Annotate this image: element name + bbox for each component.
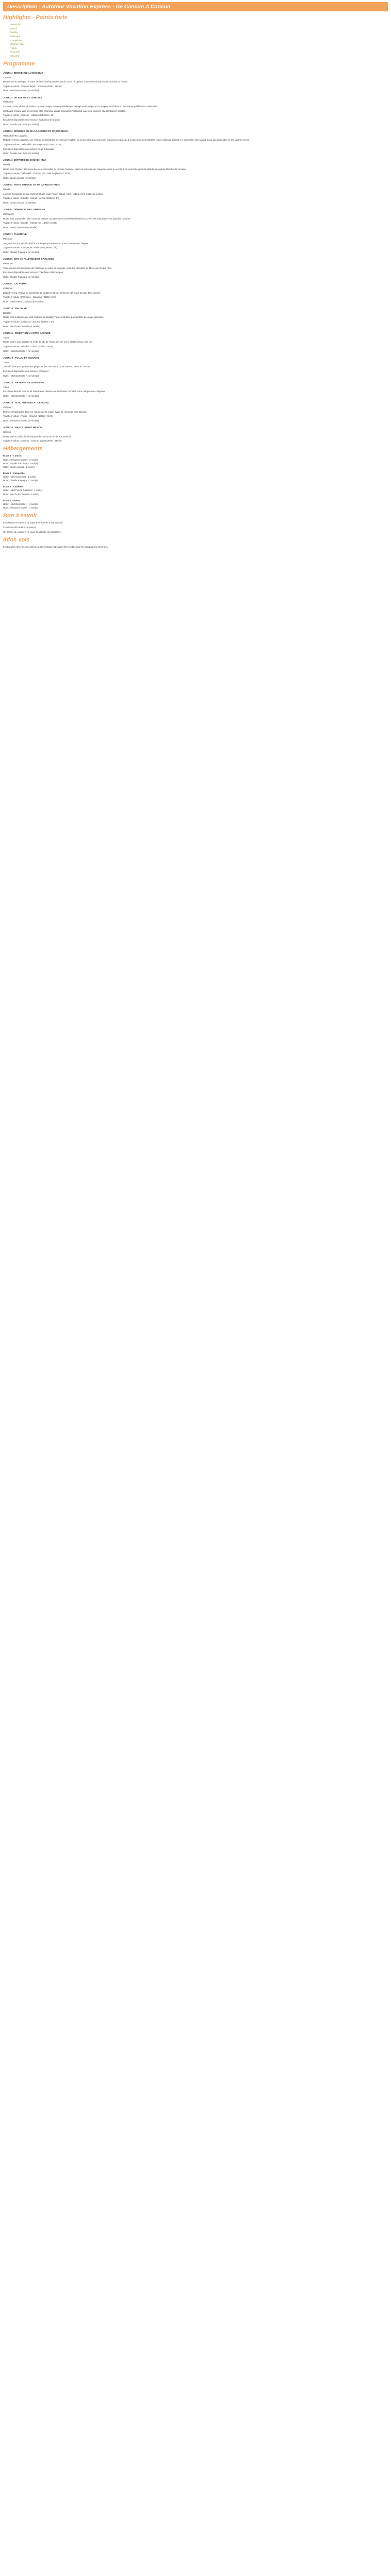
day-line: Hotel: Hotel Diamante K (or similar) xyxy=(3,374,39,377)
info-title: Infos vols xyxy=(3,536,30,543)
hotel-line: Hotel: Assistance Suites - 2 nuit(s) xyxy=(3,458,38,461)
hotel-option: Étape 3 - Calakmul xyxy=(3,485,24,488)
highlight-item: • Valladolid xyxy=(10,23,388,27)
day-line: Cancún xyxy=(3,405,11,409)
day-line: Excursion dans la réserve de Sian Ka'an, classée au patrimoine mondial, entre mangroves et lagunes. xyxy=(3,390,106,393)
day-title: JOUR 14 : ISTE, FORTUES ET CENOTES xyxy=(3,401,49,404)
day-title: JOUR 8 : SITE DE PALENQUE ET CASCADES xyxy=(3,258,55,261)
info-line: Les horaires des vols sont donnés à titre indicatif et peuvent être modifiés par les compagnies aériennes. xyxy=(3,545,109,548)
day-line: Mérida xyxy=(3,188,10,191)
day-line: Trajet en voiture : Mérida - Uxmal - Mérida (180km / 3h) xyxy=(3,197,59,200)
day-line: Hotel: Chablis Palenque (or similar) xyxy=(3,275,39,278)
day-block xyxy=(3,208,388,229)
goodtoknow-line: Conditions de location de voiture xyxy=(3,526,36,529)
hotels-list xyxy=(3,454,388,510)
day-line: Palenque xyxy=(3,262,13,265)
day-block xyxy=(3,257,388,279)
day-line: Tulum xyxy=(3,385,10,388)
day-line: Trajet en voiture : Tulum - Cancún (130km / 1h45) xyxy=(3,415,53,418)
day-title: JOUR 10 : BACALAR xyxy=(3,307,27,310)
day-line: Trajet en voiture : Cancun - Valladolid (160km / 2h) xyxy=(3,114,54,117)
day-line: Hotel: Hotel Puerta Calakmul (or similar) xyxy=(3,300,44,303)
day-title: JOUR 7 : PALENQUE xyxy=(3,233,27,236)
day-title: JOUR 15 : HASTA LUEGO MEXICO xyxy=(3,426,42,429)
goodtoknow-title: Bon à savoir xyxy=(3,513,38,519)
day-block xyxy=(3,71,388,93)
day-line: Trajet en voiture : Campeche - Palenque (360km / 5h) xyxy=(3,246,57,249)
day-block xyxy=(3,426,388,443)
day-line: Continuez ensuite vers les cenotes et le charmant village colonial de Valladolid, aux rues colorées et à l'ambiance paisible. xyxy=(3,109,126,112)
day-line: Hotel: Posada San Juan (or similar) xyxy=(3,152,39,155)
day-line: Départ vers Rio Lagartos, une réserve de biosphère au nord du Yucatán, où vous embarquez pour une excursion en bateau à la rencontre des flamants roses, pélicans, aigrettes et crocodiles. Découvrez aussi Las Coloradas et ses lagunes roses. xyxy=(3,139,250,142)
day-block xyxy=(3,401,388,422)
day-line: Trajet en voiture : Cancun airport - Cancun (20km / 25min) xyxy=(3,84,62,88)
day-line: Valladolid xyxy=(3,100,13,104)
day-line: Hotel: Chablis Palenque (or similar) xyxy=(3,250,39,253)
day-line: Visite du site archéologique de Palenque au cœur de la jungle, puis des cascades de Misol-Ha et Agua Azul. xyxy=(3,266,112,269)
hotel-block xyxy=(3,485,388,496)
programme-days xyxy=(3,71,388,443)
highlight-item: • Chichen Itza xyxy=(10,42,388,46)
hotel-option: Étape 2 - Campeche xyxy=(3,471,25,474)
day-title: JOUR 5 : VISITE D'UXMAL ET DE LA ROUTE PUUC xyxy=(3,183,60,187)
programme-title: Programme xyxy=(3,61,35,67)
highlight-item: • Cenotes xyxy=(10,54,388,58)
day-line: Hotel: Casa Lecanda (or similar) xyxy=(3,177,36,180)
day-block xyxy=(3,307,388,328)
day-title: JOUR 6 : DÉPART POUR CAMPECHE xyxy=(3,208,45,211)
day-line: Excursion disponible (non incluse) : Las Coloradas xyxy=(3,147,54,150)
day-title: JOUR 9 : CALAKMUL xyxy=(3,282,27,285)
day-line: Dernières baignades dans les cenotes de la région avant de remonter vers Cancún. xyxy=(3,410,87,413)
day-line: Palenque xyxy=(3,238,13,241)
day-line: Tulum xyxy=(3,361,10,364)
day-line: Hotel: Rancho Encantado (or similar) xyxy=(3,325,40,328)
day-line: Hotel: Assistance Suites (or similar) xyxy=(3,419,39,422)
day-title: JOUR 13 : RÉSERVE DE SIAN KAAN xyxy=(3,381,44,384)
hotel-line: Hotel: Hotel Diamante K - 3 nuit(s) xyxy=(3,502,38,505)
day-block xyxy=(3,232,388,254)
day-title: JOUR 1 : BIENVENUE AU MEXIQUE ! xyxy=(3,71,45,74)
hotel-line: Hotel: Chablis Palenque - 2 nuit(s) xyxy=(3,479,38,482)
hotel-line: Hotel: Hotel Puerta Calakmul - 1 nuit(s) xyxy=(3,489,43,492)
info-text xyxy=(3,545,388,549)
day-line: Route vers la lagune aux sept couleurs de Bacalar. Après-midi libre pour profiter des eaux turquoise. xyxy=(3,316,104,319)
highlight-item: • Uxmal xyxy=(10,27,388,31)
highlight-item: • Campeche xyxy=(10,39,388,43)
hotel-line: Hotel: Casa Lecanda - 2 nuit(s) xyxy=(3,465,35,468)
day-line: Journée libre pour profiter des plages et des cenotes ou pour une excursion à Cozumel. xyxy=(3,365,91,368)
day-title: JOUR 12 : TULUM ET COZUMEL xyxy=(3,356,40,359)
highlight-item: • Merida xyxy=(10,30,388,35)
day-block xyxy=(3,331,388,353)
page-banner: Description - Autotour Vacation Express - De Cancun A Cancun xyxy=(3,2,388,11)
day-block xyxy=(3,282,388,303)
day-line: Journée consacrée au site d'Uxmal et à la route Puuc : Kabah, Sayil, Labna et les grottes de Loltun. xyxy=(3,192,103,195)
day-line: Calakmul xyxy=(3,286,13,290)
day-line: Valladolid / Rio Lagartos xyxy=(3,134,28,137)
day-line: Trajet en voiture : Valladolid - Rio Lagartos (110km / 1h30) xyxy=(3,143,62,146)
day-line: Longue route à travers la forêt tropicale jusqu'à Palenque, porte d'entrée du Chiapas. xyxy=(3,242,89,245)
day-title: JOUR 3 : RÉSERVE DE RIA LAGARTOS ET CROCODILES xyxy=(3,129,68,132)
hotel-line: Hotel: Assistance Suites - 1 nuit(s) xyxy=(3,506,38,509)
day-line: Trajet en voiture : Palenque - Calakmul (360km / 5h) xyxy=(3,296,56,299)
hotel-block xyxy=(3,499,388,510)
day-line: Hotel: Hotel Diamante K (or similar) xyxy=(3,349,39,352)
day-block xyxy=(3,96,388,126)
hotel-option: Étape 1 - Cancún xyxy=(3,454,22,457)
day-line: Hotel: Hotel Castelmar (or similar) xyxy=(3,226,38,229)
day-line: Excursion disponible (non incluse) : Cozumel xyxy=(3,369,48,372)
highlight-item: • Cozumel xyxy=(10,50,388,54)
day-block xyxy=(3,129,388,156)
day-line: Trajet en voiture : Valladolid - Chichen Itza - Mérida (160km / 2h30) xyxy=(3,172,71,175)
day-line: Bacalar xyxy=(3,311,11,314)
day-line: Hotel: Assistance Suites (or similar) xyxy=(3,89,39,92)
hotel-line: Hotel: Rancho Encantado - 1 nuit(s) xyxy=(3,493,39,496)
day-line: Cancún xyxy=(3,76,11,79)
day-line: Bienvenue au Mexique ! À votre arrivée à l'aéroport de Cancún, vous récupérez votre véhicule pour toute la durée du circuit. xyxy=(3,80,128,83)
day-title: JOUR 2 : DE BALAM ET CENOTES xyxy=(3,96,42,99)
hotels-title: Hébergements xyxy=(3,446,43,452)
day-line: Route vers la côte caraïbe et visite du site de Tulum, perché sur les falaises face à la mer. xyxy=(3,341,93,344)
hotel-block xyxy=(3,471,388,482)
day-line: Mérida xyxy=(3,163,10,166)
day-line: Ce matin, vous visitez Ek Balam, un joyau maya, encore partiellement dégagé de la jungle, et connu pour ses frises en stuc remarquablement conservées. xyxy=(3,105,158,108)
day-line: Route vers Campeche, ville coloniale classée au patrimoine mondial de l'UNESCO, avec ses remparts et ses façades colorées. xyxy=(3,217,131,220)
day-line: Tulum xyxy=(3,336,10,339)
day-line: Hotel: Posada San Juan (or similar) xyxy=(3,123,39,126)
day-line: Trajet en voiture : Calakmul - Bacalar (300km / 4h) xyxy=(3,320,54,324)
day-line: Excursion disponible (non incluse) : Coba (sur demande) xyxy=(3,118,60,121)
hotel-line: Hotel: Posada San Juan - 2 nuit(s) xyxy=(3,462,38,465)
day-line: Restitution du véhicule à l'aéroport de Cancún et fin de nos services. xyxy=(3,435,72,438)
goodtoknow-line: Les distances et temps de trajet sont donnés à titre indicatif. xyxy=(3,521,63,524)
day-block xyxy=(3,158,388,180)
day-block xyxy=(3,381,388,398)
day-line: Campeche xyxy=(3,213,14,216)
day-line: Excursion disponible (non incluse) : Yaxchilan et Bonampak xyxy=(3,271,63,274)
hotel-line: Hotel: Hotel Castelmar - 1 nuit(s) xyxy=(3,476,36,479)
day-line: Trajet en voiture : Mérida - Campeche (180km / 2h30) xyxy=(3,222,57,225)
highlight-item: • Tulum xyxy=(10,46,388,50)
hotel-option: Étape 4 - Tulum xyxy=(3,499,20,502)
highlights-list xyxy=(3,23,388,58)
highlights-title: Highlights - Points forts xyxy=(3,14,68,21)
day-line: Trajet en voiture : Cancún - Cancun airport (20km / 25min) xyxy=(3,439,62,443)
day-line: Cancún xyxy=(3,430,11,433)
day-line: Route vers Chichen Itza, l'une des sept merveilles du monde moderne. Après la visite du site, baignade dans le cenote Ik Kil avant de rejoindre Mérida, la capitale blanche du Yucatán. xyxy=(3,167,187,171)
day-line: Hotel: Casa Lecanda (or similar) xyxy=(3,201,36,205)
goodtoknow-line: Un permis de conduire en cours de validité est obligatoire. xyxy=(3,530,61,533)
highlight-item: • Palenque xyxy=(10,35,388,39)
day-title: JOUR 4 : DÉPARTS DE CHICHEN ITZA xyxy=(3,159,46,162)
hotel-block xyxy=(3,454,388,469)
day-block xyxy=(3,356,388,378)
goodtoknow-text xyxy=(3,521,388,533)
day-title: JOUR 11 : DIRECTION LA CÔTE CARAÏBE xyxy=(3,331,51,334)
day-line: Trajet en voiture : Bacalar - Tulum (210km / 2h45) xyxy=(3,345,53,348)
day-line: Hotel: Hotel Diamante K (or similar) xyxy=(3,394,39,397)
day-line: Départ vers la réserve de biosphère de Calakmul et son immense cité maya perdue dans la forêt. xyxy=(3,291,101,294)
day-block xyxy=(3,183,388,205)
